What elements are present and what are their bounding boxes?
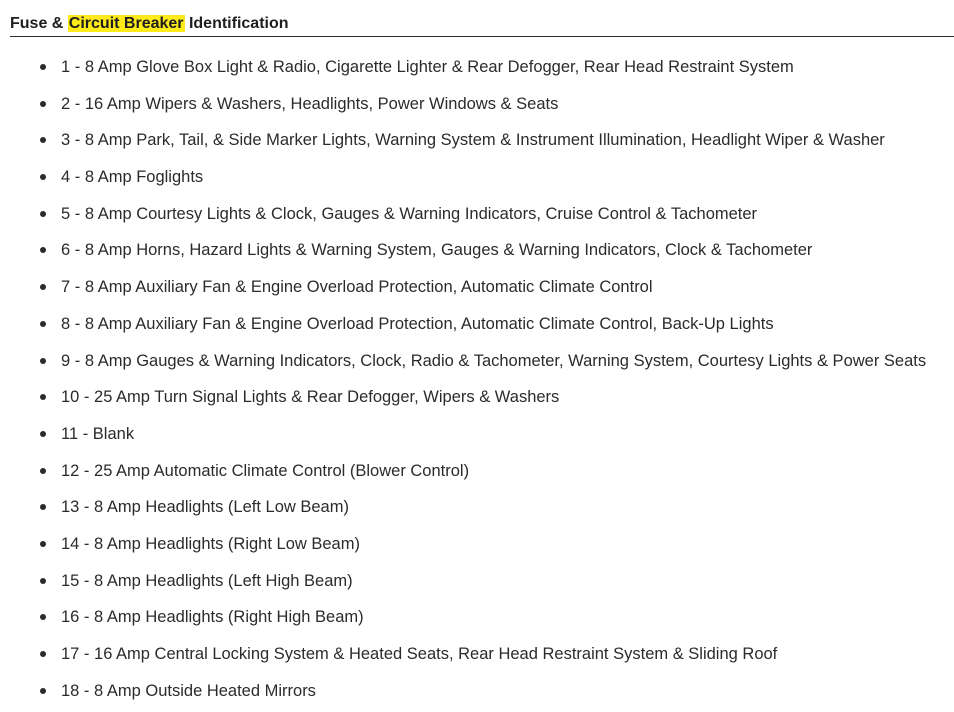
- list-item: [0, 85, 954, 122]
- fuse-item-text: 2 - 16 Amp Wipers & Washers, Headlights, Power Windows & Seats: [61, 94, 559, 113]
- heading-suffix: Identification: [184, 15, 289, 32]
- bullet-icon: [40, 614, 46, 620]
- list-item: [0, 452, 954, 489]
- bullet-icon: [40, 321, 46, 327]
- list-item: [0, 562, 954, 599]
- list-item: [0, 598, 954, 635]
- list-item: [0, 672, 954, 709]
- bullet-icon: [40, 431, 46, 437]
- list-item: [0, 305, 954, 342]
- bullet-icon: [40, 688, 46, 694]
- fuse-item-text: 4 - 8 Amp Foglights: [61, 168, 204, 187]
- bullet-icon: [40, 468, 46, 474]
- bullet-icon: [40, 284, 46, 290]
- bullet-icon: [40, 101, 46, 107]
- bullet-icon: [40, 358, 46, 364]
- bullet-icon: [40, 247, 46, 253]
- list-item: [0, 231, 954, 268]
- list-item: [0, 635, 954, 672]
- list-item: [0, 48, 954, 85]
- bullet-icon: [40, 211, 46, 217]
- bullet-icon: [40, 651, 46, 657]
- fuse-item-text: 11 - Blank: [61, 424, 135, 443]
- list-item: [0, 415, 954, 452]
- bullet-icon: [40, 174, 46, 180]
- fuse-item-text: 9 - 8 Amp Gauges & Warning Indicators, Clock, Radio & Tachometer, Warning System, Courtesy Lights & Power Seats: [61, 351, 927, 370]
- section-heading: [10, 13, 954, 37]
- list-item: [0, 342, 954, 379]
- bullet-icon: [40, 137, 46, 143]
- fuse-item-text: 18 - 8 Amp Outside Heated Mirrors: [61, 681, 316, 700]
- fuse-item-text: 16 - 8 Amp Headlights (Right High Beam): [61, 608, 364, 627]
- bullet-icon: [40, 578, 46, 584]
- fuse-list: [0, 48, 954, 708]
- fuse-item-text: 10 - 25 Amp Turn Signal Lights & Rear Defogger, Wipers & Washers: [61, 388, 560, 407]
- fuse-item-text: 1 - 8 Amp Glove Box Light & Radio, Cigarette Lighter & Rear Defogger, Rear Head Restraint System: [61, 58, 794, 76]
- fuse-item-text: 7 - 8 Amp Auxiliary Fan & Engine Overload Protection, Automatic Climate Control: [61, 278, 653, 297]
- list-item: [0, 195, 954, 232]
- list-item: [0, 525, 954, 562]
- heading-prefix: Fuse &: [10, 15, 68, 32]
- list-item: [0, 378, 954, 415]
- list-item: [0, 121, 954, 158]
- fuse-item-text: 3 - 8 Amp Park, Tail, & Side Marker Lights, Warning System & Instrument Illumination, Headlight Wiper & Washer: [61, 131, 885, 150]
- fuse-item-text: 12 - 25 Amp Automatic Climate Control (Blower Control): [61, 461, 470, 480]
- fuse-item-text: 17 - 16 Amp Central Locking System & Heated Seats, Rear Head Restraint System & Sliding Roof: [61, 645, 778, 663]
- list-item: [0, 488, 954, 525]
- fuse-item-text: 15 - 8 Amp Headlights (Left High Beam): [61, 571, 353, 590]
- fuse-item-text: 6 - 8 Amp Horns, Hazard Lights & Warning System, Gauges & Warning Indicators, Clock & Tachometer: [61, 241, 813, 260]
- heading-highlight: Circuit Breaker: [68, 15, 184, 32]
- bullet-icon: [40, 64, 46, 70]
- fuse-item-text: 13 - 8 Amp Headlights (Left Low Beam): [61, 498, 349, 517]
- list-item: [0, 158, 954, 195]
- list-item: [0, 268, 954, 305]
- fuse-item-text: 5 - 8 Amp Courtesy Lights & Clock, Gauges & Warning Indicators, Cruise Control & Tachometer: [61, 204, 758, 223]
- bullet-icon: [40, 504, 46, 510]
- fuse-item-text: 8 - 8 Amp Auxiliary Fan & Engine Overload Protection, Automatic Climate Control, Back-Up Lights: [61, 314, 774, 333]
- fuse-item-text: 14 - 8 Amp Headlights (Right Low Beam): [61, 534, 360, 553]
- bullet-icon: [40, 541, 46, 547]
- bullet-icon: [40, 394, 46, 400]
